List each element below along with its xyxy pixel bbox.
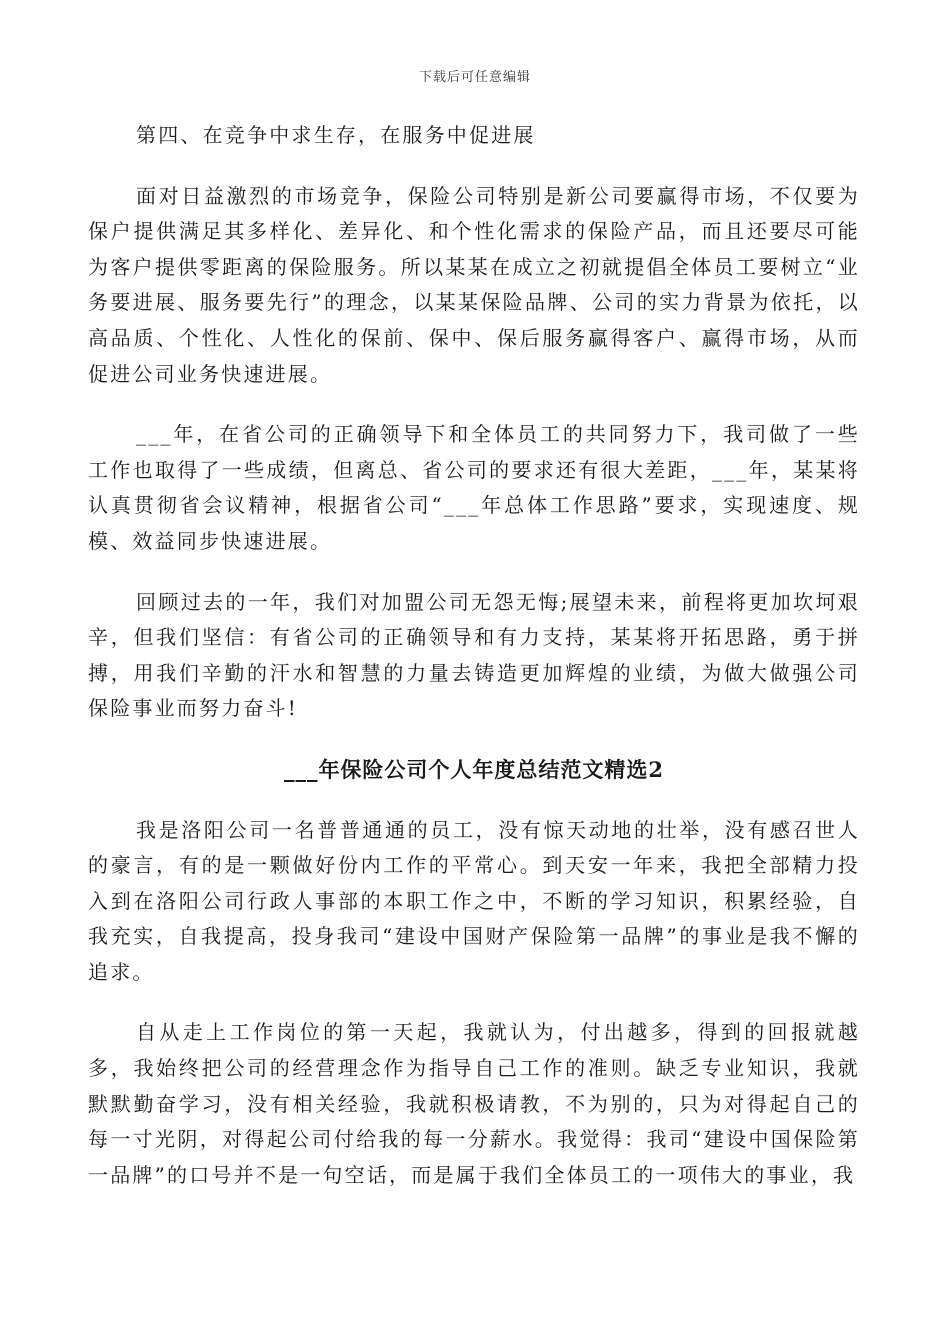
section-heading: 第四、在竞争中求生存，在服务中促进展	[136, 123, 536, 147]
paragraph: 自从走上工作岗位的第一天起，我就认为，付出越多，得到的回报就越多，我始终把公司的经营理念作为指导自己工作的准则。缺乏专业知识，我就默默勤奋学习，没有相关经验，我就积极请教，不为别的，只为对得起自己的每一寸光阴，对得起公司付给我的每一分薪水。我觉得：我司“建设中国保险第一品牌”的口号并不是一句空话，而是属于我们全体员工的一项伟大的事业，我	[88, 1020, 860, 1187]
document-title: ___年保险公司个人年度总结范文精选2	[283, 756, 665, 782]
paragraph: ___年，在省公司的正确领导下和全体员工的共同努力下，我司做了一些工作也取得了一些成绩，但离总、省公司的要求还有很大差距，___年，某某将认真贯彻省会议精神，根据省公司“___年总体工作思路”要求，实现速度、规模、效益同步快速进展。	[88, 422, 860, 553]
paragraph: 面对日益激烈的市场竞争，保险公司特别是新公司要赢得市场，不仅要为保户提供满足其多样化、差异化、和个性化需求的保险产品，而且还要尽可能为客户提供零距离的保险服务。所以某某在成立之初就提倡全体员工要树立“业务要进展、服务要先行”的理念，以某某保险品牌、公司的实力背景为依托，以高品质、个性化、人性化的保前、保中、保后服务赢得客户、赢得市场，从而促进公司业务快速进展。	[88, 183, 860, 386]
paragraph: 我是洛阳公司一名普普通通的员工，没有惊天动地的壮举，没有感召世人的豪言，有的是一颗做好份内工作的平常心。到天安一年来，我把全部精力投入到在洛阳公司行政人事部的本职工作之中，不断的学习知识，积累经验，自我充实，自我提高，投身我司“建设中国财产保险第一品牌”的事业是我不懈的追求。	[88, 817, 860, 984]
paragraph: 回顾过去的一年，我们对加盟公司无怨无悔;展望未来，前程将更加坎坷艰辛，但我们坚信：有省公司的正确领导和有力支持，某某将开拓思路，勇于拼搏，用我们辛勤的汗水和智慧的力量去铸造更加辉煌的业绩，为做大做强公司保险事业而努力奋斗!	[88, 589, 860, 721]
document-body	[88, 118, 860, 1218]
page-header-note: 下载后可任意编辑	[418, 70, 531, 85]
